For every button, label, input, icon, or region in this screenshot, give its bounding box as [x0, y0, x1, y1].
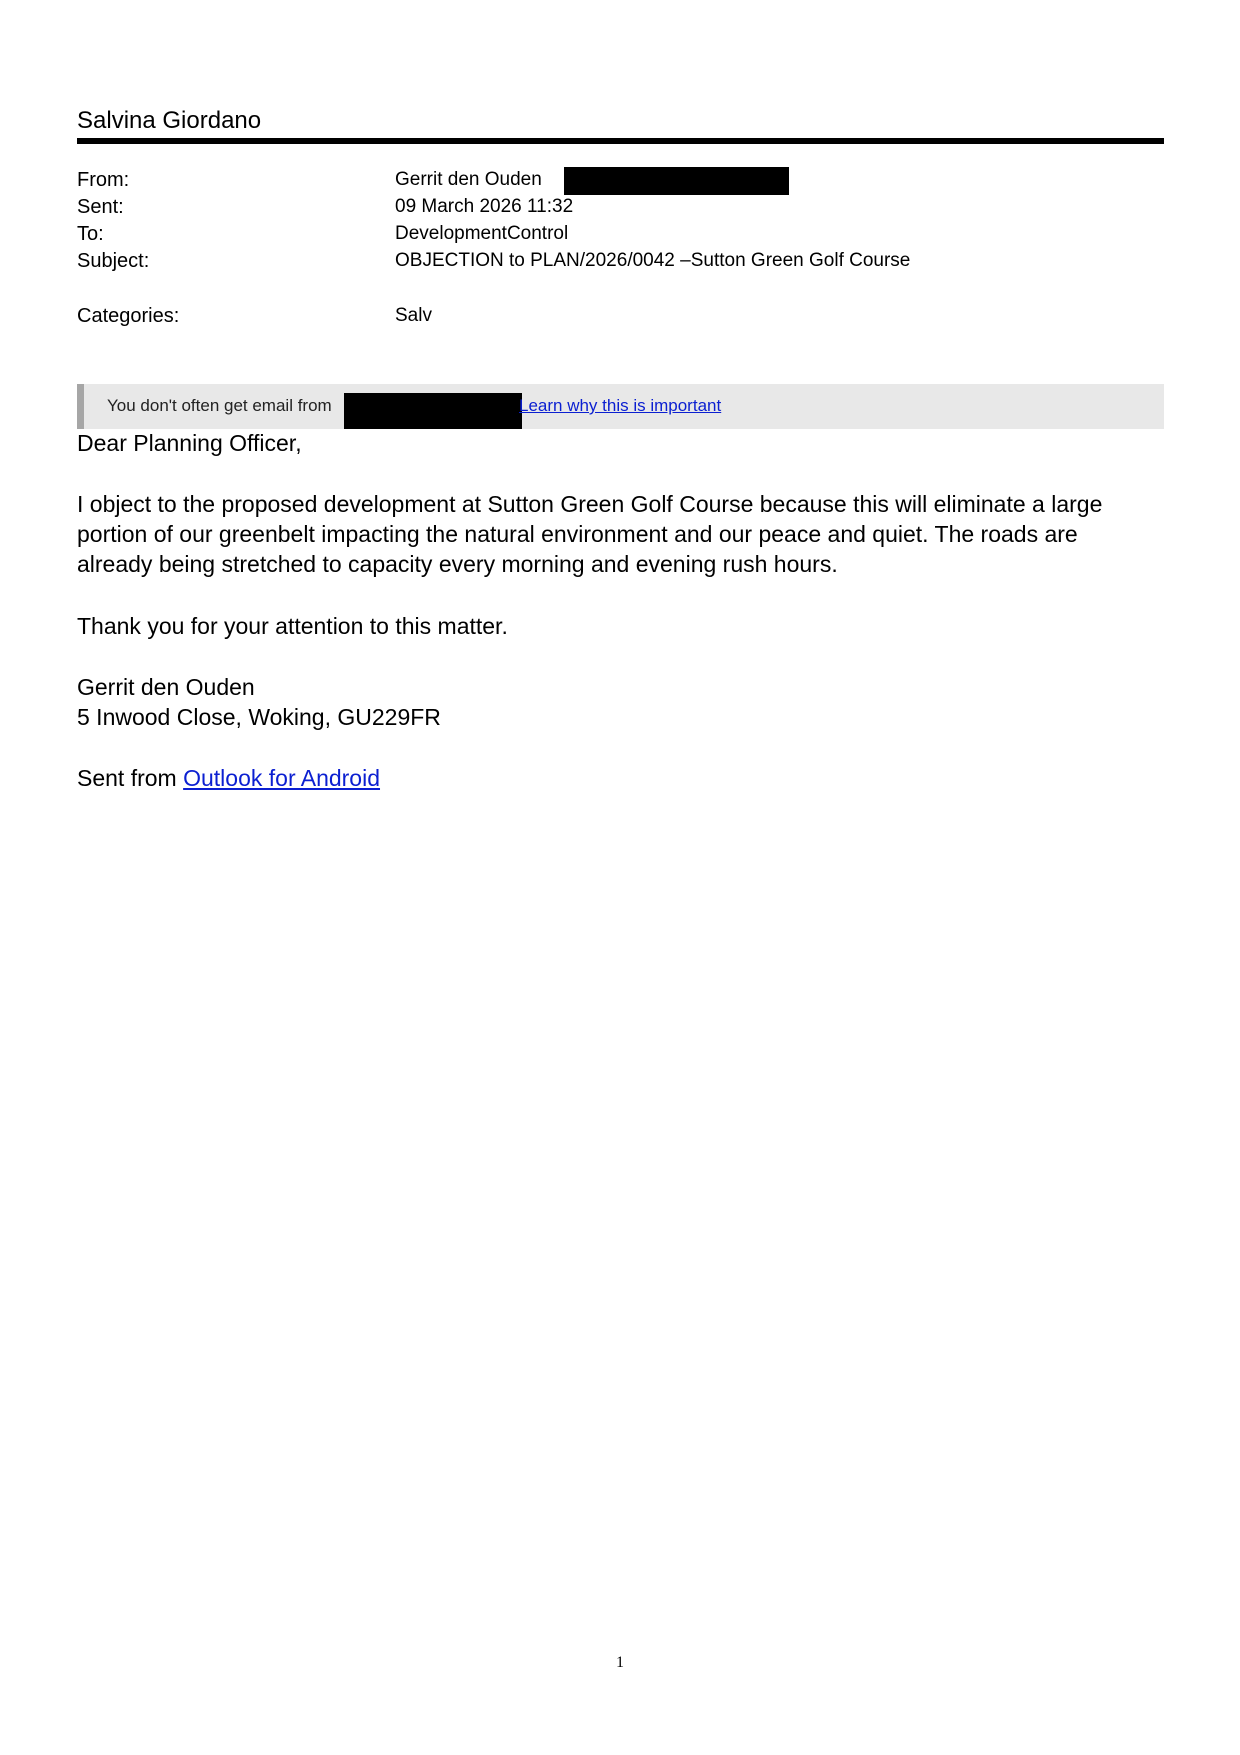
external-sender-banner: [77, 384, 1164, 429]
subject-label: Subject:: [77, 250, 150, 272]
header-divider: [77, 138, 1164, 144]
signature-name: Gerrit den Ouden: [77, 674, 255, 700]
redacted-email-address: [564, 167, 789, 195]
paragraph-line: I object to the proposed development at Sutton Green Golf Course because this will eliminate a large: [77, 491, 1103, 517]
sent-from-prefix: Sent from: [77, 765, 184, 791]
from-value: Gerrit den Ouden: [395, 169, 542, 190]
banner-accent-bar: [77, 384, 84, 429]
sent-from-line: [77, 763, 380, 793]
categories-label: Categories:: [77, 305, 180, 327]
learn-why-link[interactable]: Learn why this is important: [519, 396, 722, 415]
from-label: From:: [77, 169, 130, 191]
greeting: Dear Planning Officer,: [77, 430, 302, 456]
subject-value: OBJECTION to PLAN/2026/0042 –Sutton Green Golf Course: [395, 250, 911, 271]
thanks-line: Thank you for your attention to this matter.: [77, 613, 508, 639]
mailbox-owner-name: Salvina Giordano: [77, 107, 262, 134]
sent-value: 09 March 2026 11:32: [395, 196, 574, 217]
redacted-sender-address: [344, 393, 522, 429]
paragraph-line: already being stretched to capacity every morning and evening rush hours.: [77, 551, 838, 577]
objection-paragraph: [77, 489, 1172, 579]
to-value: DevelopmentControl: [395, 223, 569, 244]
paragraph-line: portion of our greenbelt impacting the natural environment and our peace and quiet. The roads are: [77, 521, 1078, 547]
banner-text: You don't often get email from: [107, 396, 332, 415]
page-number: 1: [616, 1654, 624, 1671]
to-label: To:: [77, 223, 104, 245]
sent-label: Sent:: [77, 196, 124, 218]
outlook-for-android-link[interactable]: Outlook for Android: [183, 765, 381, 791]
signature-address: 5 Inwood Close, Woking, GU229FR: [77, 704, 441, 730]
categories-value: Salv: [395, 305, 432, 326]
